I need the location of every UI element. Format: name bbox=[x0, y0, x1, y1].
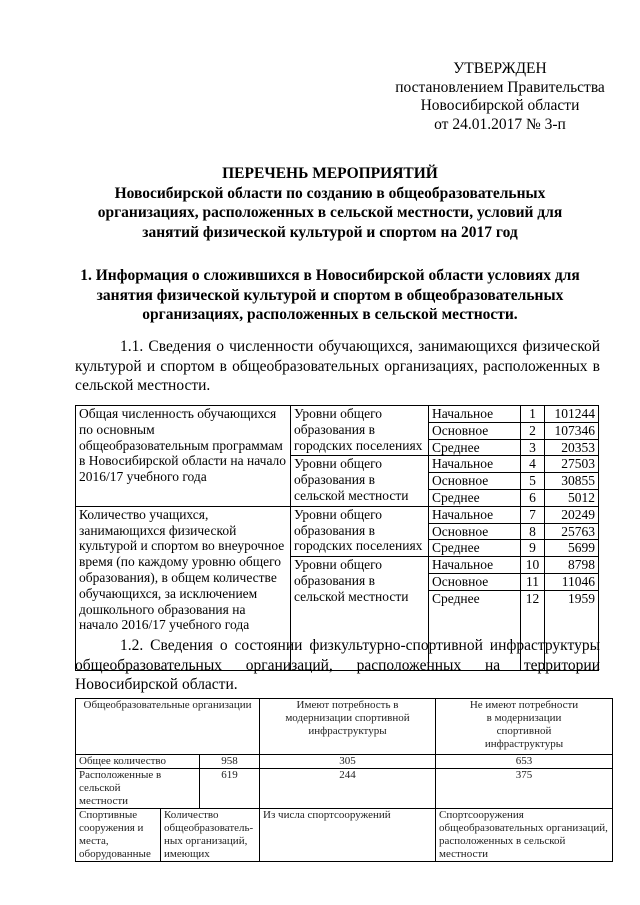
row-value: 5699 bbox=[545, 540, 599, 557]
approval-line: Новосибирской области bbox=[420, 97, 580, 114]
infrastructure-table bbox=[75, 698, 613, 862]
row-number: 4 bbox=[521, 456, 545, 473]
cell-rural-facilities: Спортсооружения общеобразовательных организаций, расположенных в сельской местности bbox=[436, 809, 613, 862]
row-value: 27503 bbox=[545, 456, 599, 473]
title-subtitle: Новосибирской области по созданию в общеобразовательных организациях, расположенных в сельской местности, условий для занятий физической культурой и спортом на 2017 год bbox=[97, 184, 563, 241]
approval-stamp bbox=[380, 60, 620, 134]
approval-line: постановлением Правительства bbox=[395, 78, 605, 96]
header-organizations: Общеобразовательные организации bbox=[76, 699, 260, 755]
section-heading: 1. Информация о сложившихся в Новосибирской области условиях для занятия физической культурой и спортом в общеобразовательных организациях, расположенных в сельской местности. bbox=[80, 267, 580, 323]
cell-no-need: 375 bbox=[436, 769, 613, 809]
level-name: Среднее bbox=[429, 489, 521, 506]
row-value: 25763 bbox=[545, 523, 599, 540]
level-name: Основное bbox=[429, 422, 521, 439]
row-value: 107346 bbox=[545, 422, 599, 439]
group-label: Количество учащихся, занимающихся физической культурой и спортом во внеурочное время (по каждому уровню общего образования), в общем количестве обучающихся, за исключением дошкольного образования на начало 2016/17 учебного года bbox=[76, 506, 291, 670]
row-label: Расположенные в сельской местности bbox=[76, 769, 200, 809]
table-row bbox=[76, 406, 599, 423]
row-number: 5 bbox=[521, 473, 545, 490]
level-name: Основное bbox=[429, 523, 521, 540]
cell-total: 958 bbox=[200, 755, 260, 769]
row-value: 11046 bbox=[545, 573, 599, 590]
cell-no-need: 653 bbox=[436, 755, 613, 769]
row-value: 20353 bbox=[545, 439, 599, 456]
row-label: Общее количество bbox=[76, 755, 200, 769]
row-number: 11 bbox=[521, 573, 545, 590]
row-number: 1 bbox=[521, 406, 545, 423]
header-need: Имеют потребность в модернизации спортивной инфраструктуры bbox=[260, 699, 436, 755]
level-category: Уровни общего образования в сельской местности bbox=[291, 557, 429, 671]
paragraph-1-1: 1.1. Сведения о численности обучающихся, занимающихся физической культурой и спортом в общеобразовательных организациях, расположенных в сельской местности. bbox=[75, 338, 600, 394]
row-number: 6 bbox=[521, 489, 545, 506]
level-name: Основное bbox=[429, 573, 521, 590]
cell-facilities: Спортивные сооружения и места, оборудованные bbox=[76, 809, 161, 862]
level-name: Начальное bbox=[429, 406, 521, 423]
level-category: Уровни общего образования в сельской местности bbox=[291, 456, 429, 506]
row-value: 30855 bbox=[545, 473, 599, 490]
row-value: 101244 bbox=[545, 406, 599, 423]
row-number: 7 bbox=[521, 506, 545, 523]
level-name: Начальное bbox=[429, 557, 521, 574]
row-value: 20249 bbox=[545, 506, 599, 523]
row-number: 9 bbox=[521, 540, 545, 557]
row-number: 3 bbox=[521, 439, 545, 456]
row-value: 1959 bbox=[545, 590, 599, 670]
header-no-need: Не имеют потребности в модернизации спортивной инфраструктуры bbox=[436, 699, 613, 755]
table-row bbox=[76, 506, 599, 523]
row-value: 8798 bbox=[545, 557, 599, 574]
level-name: Среднее bbox=[429, 590, 521, 670]
cell-org-count: Количество общеобразователь-ных организаций, имеющих bbox=[161, 809, 260, 862]
row-number: 10 bbox=[521, 557, 545, 574]
paragraph-1-2: 1.2. Сведения о состоянии физкультурно-спортивной инфраструктуры общеобразовательных организаций, расположенных на территории Новосибирской области. bbox=[75, 637, 600, 693]
row-number: 2 bbox=[521, 422, 545, 439]
approval-line: от 24.01.2017 № 3-п bbox=[434, 115, 566, 133]
level-name: Основное bbox=[429, 473, 521, 490]
document-title bbox=[60, 164, 600, 242]
level-name: Начальное bbox=[429, 506, 521, 523]
level-name: Начальное bbox=[429, 456, 521, 473]
cell-of-facilities: Из числа спортсооружений bbox=[260, 809, 436, 862]
row-number: 12 bbox=[521, 590, 545, 670]
cell-total: 619 bbox=[200, 769, 260, 809]
level-name: Среднее bbox=[429, 439, 521, 456]
level-category: Уровни общего образования в городских поселениях bbox=[291, 406, 429, 456]
level-category: Уровни общего образования в городских поселениях bbox=[291, 506, 429, 556]
cell-need: 305 bbox=[260, 755, 436, 769]
title-line: ПЕРЕЧЕНЬ МЕРОПРИЯТИЙ bbox=[222, 165, 438, 182]
approval-line: УТВЕРЖДЕН bbox=[453, 60, 547, 77]
students-table bbox=[75, 405, 599, 671]
group-label: Общая численность обучающихся по основным общеобразовательным программам в Новосибирской области на начало 2016/17 учебного года bbox=[76, 406, 291, 507]
level-name: Среднее bbox=[429, 540, 521, 557]
cell-need: 244 bbox=[260, 769, 436, 809]
row-value: 5012 bbox=[545, 489, 599, 506]
row-number: 8 bbox=[521, 523, 545, 540]
